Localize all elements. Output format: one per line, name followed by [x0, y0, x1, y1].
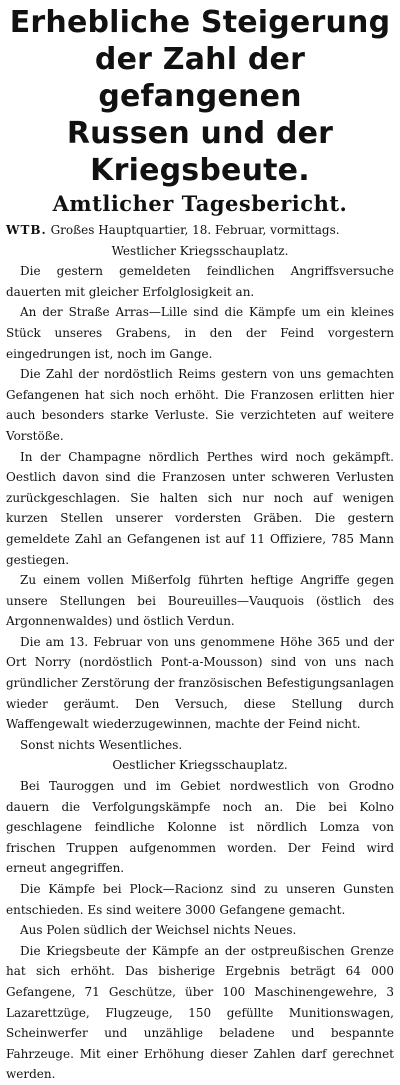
paragraph: Die am 13. Februar von uns genommene Höhe 365 und der Ort Norry (nordöstlich Pont-a-Mousson) sind von uns nach gründlicher Zerstörung der französischen Befestigungsanlagen wieder geräumt. Den Versuch, diese Stellung durch Waffengewalt wiederzugewinnen, machte der Feind nicht.: [6, 634, 394, 732]
dateline-text: Großes Hauptquartier, 18. Februar, vormittags.: [50, 223, 340, 237]
paragraph: Aus Polen südlich der Weichsel nichts Neues.: [20, 923, 297, 938]
paragraph: In der Champagne nördlich Perthes wird noch gekämpft. Oestlich davon sind die Franzosen unter schweren Verlusten zurückgeschlagen. Sie halten sich nur noch auf wenigen kurzen Stellen unserer vordersten Gräben. Die gestern gemeldete Zahl an Gefangenen ist auf 11 Offiziere, 785 Mann gestiegen.: [6, 449, 394, 567]
headline-line-1: Erhebliche Steigerung: [9, 5, 391, 40]
paragraph: An der Straße Arras—Lille sind die Kämpfe um ein kleines Stück unseres Grabens, in den der Feind vorgestern eingedrungen ist, noch im Gange.: [6, 305, 394, 361]
paragraph: Die gestern gemeldeten feindlichen Angriffsversuche dauerten mit gleicher Erfolglosigkeit an.: [6, 264, 394, 299]
article-subheadline: Amtlicher Tagesbericht.: [52, 191, 348, 216]
news-agency: WTB.: [6, 223, 47, 237]
section-western-front: [6, 241, 394, 756]
section-title: Westlicher Kriegsschauplatz.: [111, 243, 289, 258]
paragraph: Die Kriegsbeute der Kämpfe an der ostpreußischen Grenze hat sich erhöht. Das bisherige Ergebnis beträgt 64 000 Gefangene, 71 Geschütze, über 100 Maschinengewehre, 3 Lazarettzüge, Flugzeuge, 150 gefüllte Munitionswagen, Scheinwerfer und unzählige beladene und bespannte Fahrzeuge. Mit einer Erhöhung dieser Zahlen darf gerechnet werden.: [6, 943, 394, 1082]
article-headline: [6, 4, 394, 189]
paragraph: Die Zahl der nordöstlich Reims gestern von uns gemachten Gefangenen hat sich noch erhöht. Die Franzosen erlitten hier auch besonders starke Verluste. Sie verzichteten auf weitere Vorstöße.: [6, 367, 394, 443]
paragraph: Sonst nichts Wesentliches.: [20, 737, 183, 752]
headline-line-2: der Zahl der gefangenen: [94, 42, 306, 114]
paragraph: Zu einem vollen Mißerfolg führten heftige Angriffe gegen unsere Stellungen bei Boureuilles—Vauquois (östlich des Argonnenwaldes) und östlich Verdun.: [6, 573, 394, 629]
section-eastern-front: [6, 755, 394, 1085]
dateline: [6, 220, 394, 241]
paragraph: Bei Tauroggen und im Gebiet nordwestlich von Grodno dauern die Verfolgungskämpfe noch an. Die bei Kolno geschlagene feindliche Kolonne ist nördlich Lomza von frischen Truppen aufgenommen worden. Der Feind wird erneut angegriffen.: [6, 779, 394, 876]
headline-line-3: Russen und der Kriegsbeute.: [66, 116, 334, 188]
section-title: Oestlicher Kriegsschauplatz.: [112, 758, 288, 773]
paragraph: Die Kämpfe bei Plock—Racionz sind zu unseren Gunsten entschieden. Es sind weitere 3000 Gefangene gemacht.: [6, 882, 394, 917]
